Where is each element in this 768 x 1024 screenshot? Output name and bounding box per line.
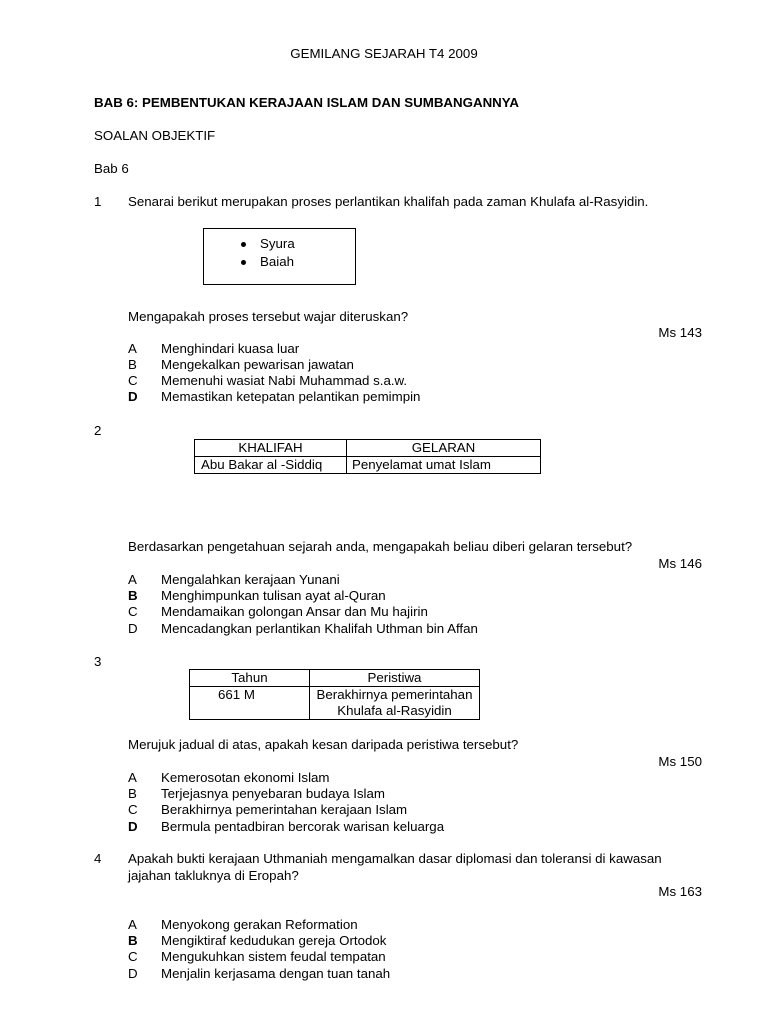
option-text: Mendamaikan golongan Ansar dan Mu hajirin	[161, 604, 428, 619]
list-item: Baiah	[238, 253, 295, 271]
table-header-cell: Peristiwa	[310, 670, 480, 687]
option-text: Mengekalkan pewarisan jawatan	[161, 357, 354, 372]
table-row	[190, 687, 480, 720]
option-letter: C	[128, 949, 138, 964]
option-text: Mengalahkan kerajaan Yunani	[161, 572, 340, 587]
question-4-number: 4	[94, 851, 102, 866]
option-text: Mencadangkan perlantikan Khalifah Uthman bin Affan	[161, 621, 478, 636]
question-1-question: Mengapakah proses tersebut wajar diteruskan?	[128, 309, 409, 324]
option-text: Kemerosotan ekonomi Islam	[161, 770, 330, 785]
section-title: SOALAN OBJEKTIF	[94, 128, 216, 143]
option-text: Terjejasnya penyebaran budaya Islam	[161, 786, 385, 801]
option-text: Memastikan ketepatan pelantikan pemimpin	[161, 389, 421, 404]
question-1-stem: Senarai berikut merupakan proses perlantikan khalifah pada zaman Khulafa al-Rasyidin.	[128, 194, 649, 209]
option-text: Berakhirnya pemerintahan kerajaan Islam	[161, 802, 408, 817]
section-subtitle: Bab 6	[94, 161, 129, 176]
list-item: Syura	[238, 235, 295, 253]
table-header-cell: GELARAN	[347, 440, 541, 457]
question-4-stem-line-2: jajahan takluknya di Eropah?	[128, 868, 299, 883]
question-2-question: Berdasarkan pengetahuan sejarah anda, mengapakah beliau diberi gelaran tersebut?	[128, 539, 633, 554]
question-3-question: Merujuk jadual di atas, apakah kesan daripada peristiwa tersebut?	[128, 737, 519, 752]
table-cell: 661 M	[190, 687, 310, 720]
option-text: Menyokong gerakan Reformation	[161, 917, 358, 932]
option-letter: A	[128, 917, 137, 932]
table-cell-line: Khulafa al-Rasyidin	[337, 703, 452, 718]
bullet-icon	[241, 260, 246, 265]
table-header-cell: Tahun	[190, 670, 310, 687]
question-2-table	[194, 439, 541, 474]
chapter-title: BAB 6: PEMBENTUKAN KERAJAAN ISLAM DAN SUMBANGANNYA	[94, 95, 520, 110]
question-1-number: 1	[94, 194, 102, 209]
table-row	[195, 457, 541, 474]
option-letter: C	[128, 373, 138, 388]
option-text: Menghimpunkan tulisan ayat al-Quran	[161, 588, 386, 603]
question-2-number: 2	[94, 423, 102, 438]
option-letter: C	[128, 802, 138, 817]
option-text: Bermula pentadbiran bercorak warisan keluarga	[161, 819, 445, 834]
table-header-cell: KHALIFAH	[195, 440, 347, 457]
option-letter: B	[128, 786, 137, 801]
option-letter: A	[128, 770, 137, 785]
option-letter: A	[128, 572, 137, 587]
option-letter-answer: B	[128, 933, 138, 948]
option-letter-answer: D	[128, 389, 138, 404]
table-cell: Abu Bakar al -Siddiq	[195, 457, 347, 474]
question-1-list-box	[203, 228, 356, 285]
option-letter-answer: B	[128, 588, 138, 603]
option-letter: B	[128, 357, 137, 372]
table-cell: Penyelamat umat Islam	[347, 457, 541, 474]
option-text: Memenuhi wasiat Nabi Muhammad s.a.w.	[161, 373, 408, 388]
page-header: GEMILANG SEJARAH T4 2009	[290, 46, 478, 61]
option-text: Menghindari kuasa luar	[161, 341, 300, 356]
question-1-page-ref: Ms 143	[658, 325, 702, 340]
option-letter: D	[128, 966, 138, 981]
option-text: Menjalin kerjasama dengan tuan tanah	[161, 966, 391, 981]
option-text: Mengukuhkan sistem feudal tempatan	[161, 949, 386, 964]
question-2-page-ref: Ms 146	[658, 556, 702, 571]
option-text: Mengiktiraf kedudukan gereja Ortodok	[161, 933, 387, 948]
option-letter: D	[128, 621, 138, 636]
option-letter: A	[128, 341, 137, 356]
question-3-table	[189, 669, 480, 720]
option-letter-answer: D	[128, 819, 138, 834]
question-4-page-ref: Ms 163	[658, 884, 702, 899]
table-cell-line: Berakhirnya pemerintahan	[316, 687, 473, 702]
question-3-number: 3	[94, 654, 102, 669]
bullet-icon	[241, 242, 246, 247]
table-cell	[310, 687, 480, 720]
option-letter: C	[128, 604, 138, 619]
question-4-stem-line-1: Apakah bukti kerajaan Uthmaniah mengamalkan dasar diplomasi dan toleransi di kawasan	[128, 851, 662, 866]
question-3-page-ref: Ms 150	[658, 754, 702, 769]
